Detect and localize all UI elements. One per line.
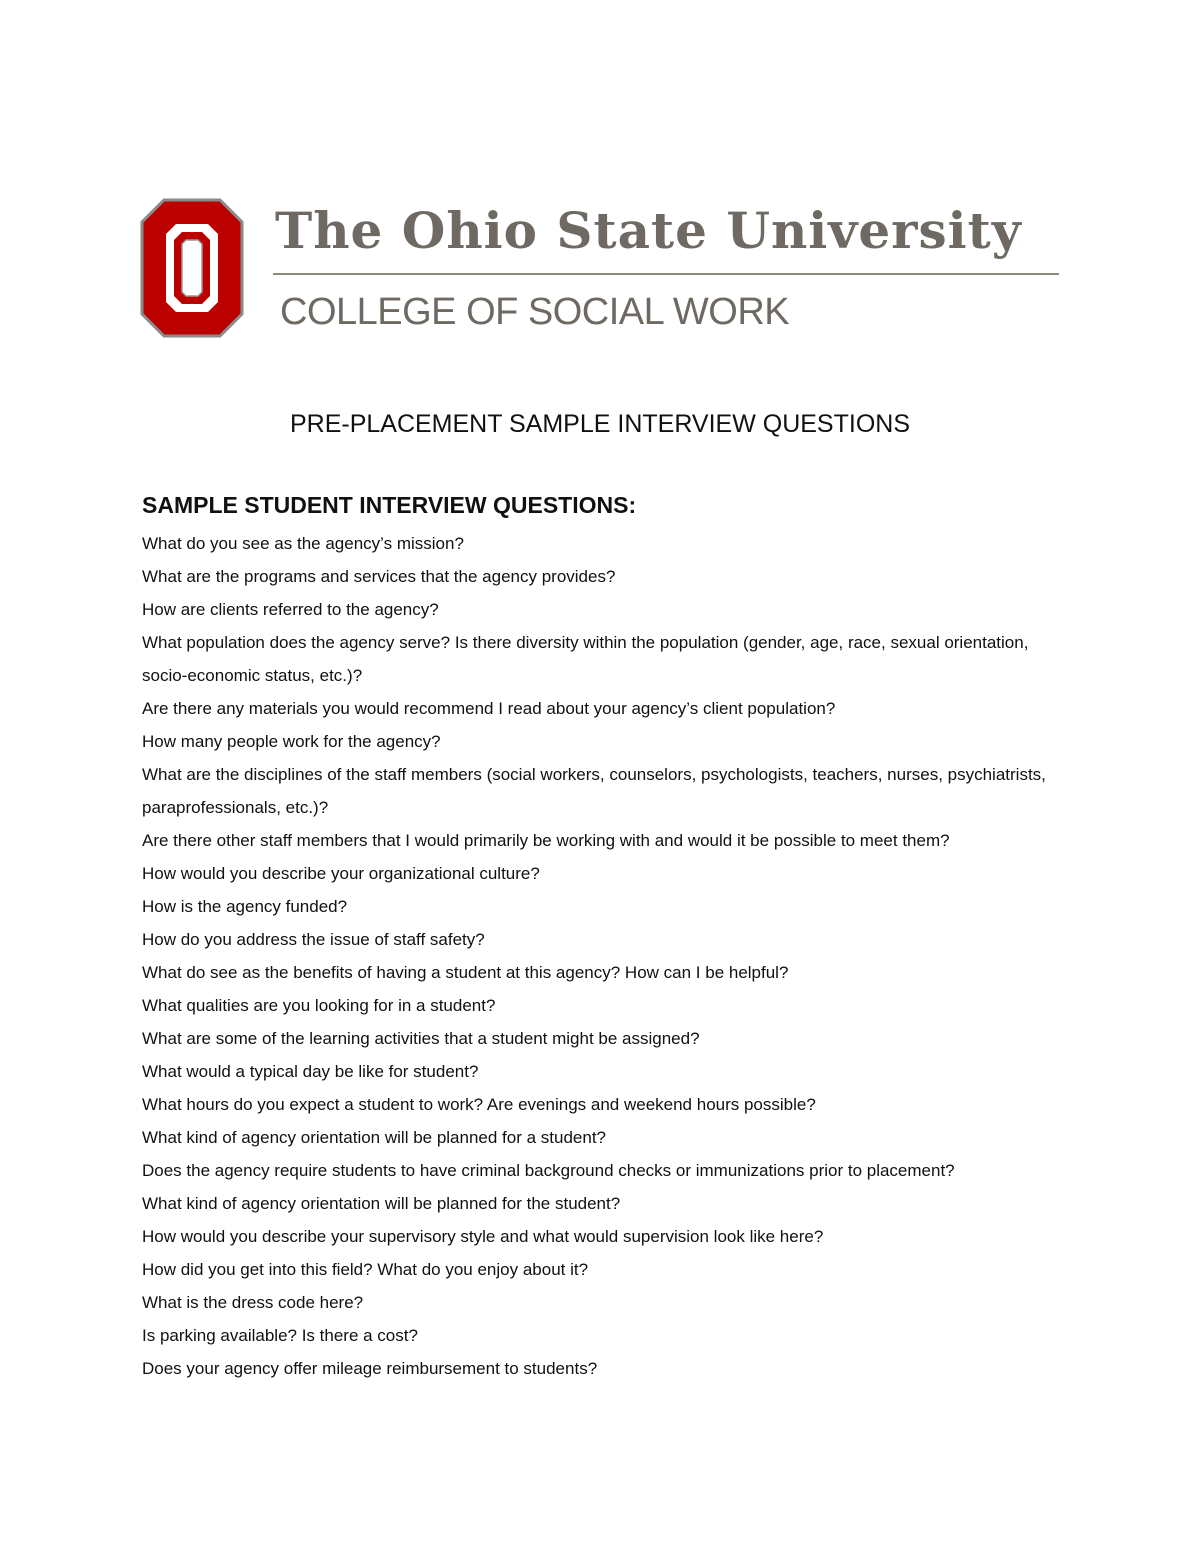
question-item: How would you describe your supervisory style and what would supervision look like here?	[142, 1227, 824, 1246]
question-item: What population does the agency serve? Is there diversity within the population (gender, age, race, sexual orientation, socio-economic status, etc.)?	[142, 633, 1029, 685]
question-item: Does your agency offer mileage reimbursement to students?	[142, 1359, 598, 1378]
question-item: What are the programs and services that the agency provides?	[142, 567, 616, 586]
page-title: PRE-PLACEMENT SAMPLE INTERVIEW QUESTIONS	[289, 410, 911, 438]
logo-divider	[273, 273, 1059, 275]
question-list	[142, 527, 1072, 1385]
question-item: What kind of agency orientation will be planned for a student?	[142, 1128, 607, 1147]
question-item: What kind of agency orientation will be planned for the student?	[142, 1194, 621, 1213]
question-item: What hours do you expect a student to work? Are evenings and weekend hours possible?	[142, 1095, 816, 1114]
question-item: What do see as the benefits of having a student at this agency? How can I be helpful?	[142, 963, 789, 982]
section-heading: SAMPLE STUDENT INTERVIEW QUESTIONS:	[142, 492, 637, 518]
question-item: How did you get into this field? What do you enjoy about it?	[142, 1260, 589, 1279]
university-name: The Ohio State University	[275, 201, 1022, 260]
block-o-icon	[140, 198, 244, 338]
question-item: What qualities are you looking for in a student?	[142, 996, 496, 1015]
question-item: Does the agency require students to have criminal background checks or immunizations prior to placement?	[142, 1161, 955, 1180]
question-item: How is the agency funded?	[142, 897, 348, 916]
university-logo	[140, 198, 1060, 338]
question-item: How would you describe your organizational culture?	[142, 864, 540, 883]
question-item: What are some of the learning activities that a student might be assigned?	[142, 1029, 700, 1048]
question-item: Is parking available? Is there a cost?	[142, 1326, 418, 1345]
question-item: How are clients referred to the agency?	[142, 600, 439, 619]
question-item: Are there other staff members that I would primarily be working with and would it be possible to meet them?	[142, 831, 950, 850]
question-item: Are there any materials you would recommend I read about your agency’s client population?	[142, 699, 836, 718]
question-item: How do you address the issue of staff safety?	[142, 930, 485, 949]
question-item: What are the disciplines of the staff members (social workers, counselors, psychologists, teachers, nurses, psychiatrists, paraprofessionals, etc.)?	[142, 765, 1046, 817]
question-item: What would a typical day be like for student?	[142, 1062, 479, 1081]
question-item: How many people work for the agency?	[142, 732, 441, 751]
college-name: COLLEGE OF SOCIAL WORK	[280, 291, 790, 333]
question-item: What do you see as the agency’s mission?	[142, 534, 464, 553]
question-item: What is the dress code here?	[142, 1293, 364, 1312]
